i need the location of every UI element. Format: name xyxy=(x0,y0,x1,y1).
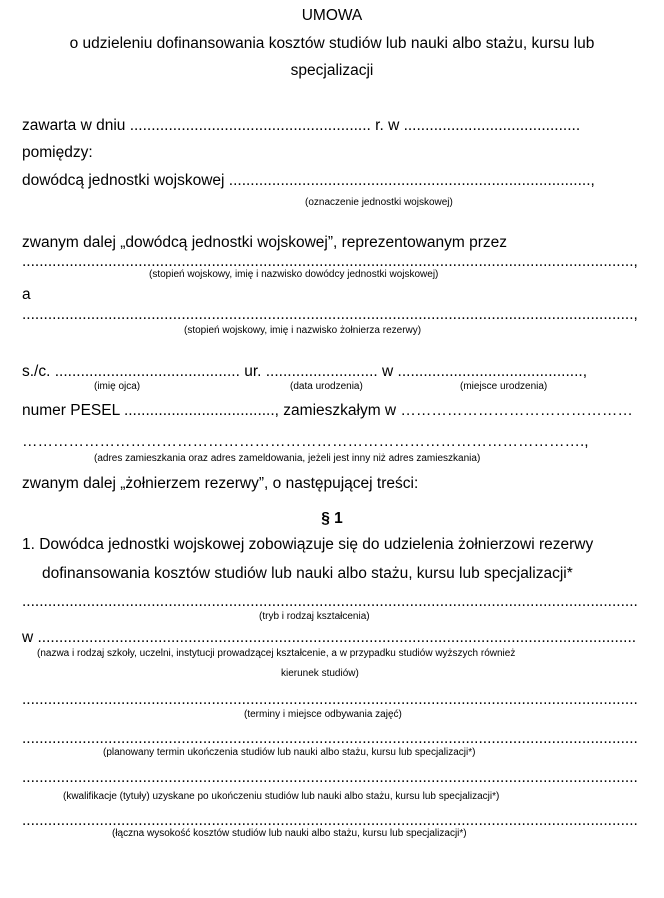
fill-line-schedule: ............................................................................................................................................... xyxy=(22,691,638,708)
fill-line-soldier: .............................................................................................................................................., xyxy=(22,306,638,323)
commander-unit-line: dowódcą jednostki wojskowej ...................................................................................., xyxy=(22,172,595,189)
soldier-designation-line: zwanym dalej „żołnierzem rezerwy”, o następującej treści: xyxy=(22,475,419,492)
commander-representation-line: zwanym dalej „dowódcą jednostki wojskowej”, reprezentowanym przez xyxy=(22,234,508,251)
document-subtitle-line-1: o udzieleniu dofinansowania kosztów studiów lub nauki albo stażu, kursu lub xyxy=(69,35,595,52)
caption-unit-designation: (oznaczenie jednostki wojskowej) xyxy=(305,197,453,208)
caption-birth-date: (data urodzenia) xyxy=(290,381,363,392)
fill-line-planned-end: ............................................................................................................................................... xyxy=(22,730,638,747)
conjunction-a: a xyxy=(22,286,31,303)
between-label: pomiędzy: xyxy=(22,144,93,161)
pesel-residence-line: numer PESEL ..................................., zamieszkałym w ……………………………………… xyxy=(22,402,633,419)
caption-total-cost: (łączna wysokość kosztów studiów lub nauki albo stażu, kursu lub specjalizacji*) xyxy=(112,828,467,839)
paragraph-1-line-1: 1. Dowódca jednostki wojskowej zobowiązuje się do udzielenia żołnierzowi rezerwy xyxy=(22,536,594,553)
fill-line-qualifications: ............................................................................................................................................... xyxy=(22,769,638,786)
fill-line-commander: .............................................................................................................................................., xyxy=(22,253,638,270)
fill-line-institution: w ........................................................................................................................................... xyxy=(22,629,637,646)
paragraph-1-line-2: dofinansowania kosztów studiów lub nauki albo stażu, kursu lub specjalizacji* xyxy=(42,565,573,582)
caption-planned-end: (planowany termin ukończenia studiów lub nauki albo stażu, kursu lub specjalizacji*) xyxy=(103,747,476,758)
fill-line-address: ………………………………………………………………………………………………., xyxy=(22,433,589,450)
caption-address: (adres zamieszkania oraz adres zameldowania, jeżeli jest inny niż adres zamieszkania) xyxy=(94,453,481,464)
fill-line-mode: ............................................................................................................................................... xyxy=(22,593,638,610)
caption-education-mode: (tryb i rodzaj kształcenia) xyxy=(259,611,370,622)
caption-qualifications: (kwalifikacje (tytuły) uzyskane po ukończeniu studiów lub nauki albo stażu, kursu lub specjalizacji*) xyxy=(63,791,500,802)
caption-soldier-name: (stopień wojskowy, imię i nazwisko żołnierza rezerwy) xyxy=(184,325,422,336)
caption-institution-line-1: (nazwa i rodzaj szkoły, uczelni, instytucji prowadzącej kształcenie, a w przypadku studiów wyższych również xyxy=(37,648,516,659)
fill-line-total-cost: ............................................................................................................................................... xyxy=(22,812,638,829)
parentage-birth-line: s./c. ........................................... ur. .......................... w ..........................................., xyxy=(22,363,588,380)
caption-institution-line-2: kierunek studiów) xyxy=(281,668,359,679)
caption-schedule: (terminy i miejsce odbywania zajęć) xyxy=(244,709,402,720)
caption-birth-place: (miejsce urodzenia) xyxy=(460,381,548,392)
caption-commander-name: (stopień wojskowy, imię i nazwisko dowódcy jednostki wojskowej) xyxy=(149,269,439,280)
contract-date-place-line: zawarta w dniu ........................................................ r. w ......................................... xyxy=(22,117,581,134)
document-subtitle-line-2: specjalizacji xyxy=(290,62,374,79)
caption-father-name: (imię ojca) xyxy=(94,381,141,392)
section-heading: § 1 xyxy=(321,510,343,527)
document-title: UMOWA xyxy=(301,7,363,24)
